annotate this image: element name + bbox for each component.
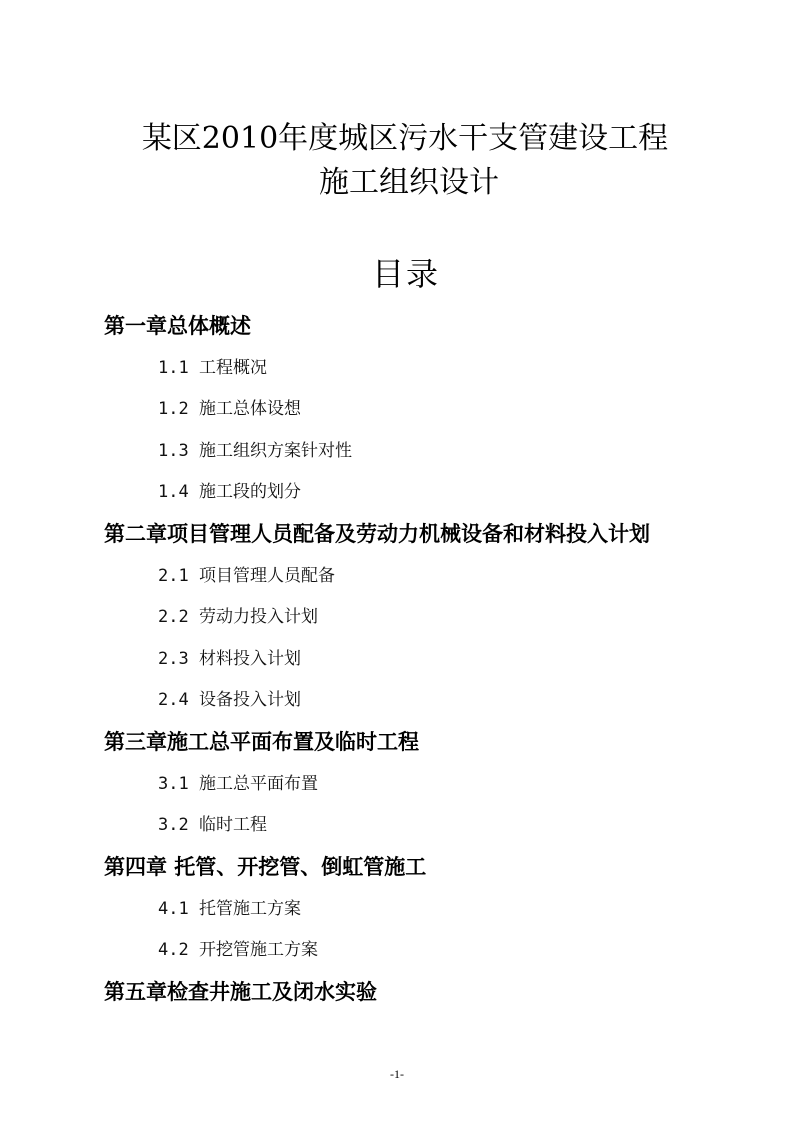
toc-section-2-4: 2.4 设备投入计划 <box>158 690 301 710</box>
toc-section-2-3: 2.3 材料投入计划 <box>158 649 301 669</box>
toc-section-3-1: 3.1 施工总平面布置 <box>158 774 318 794</box>
toc-section-4-1: 4.1 托管施工方案 <box>158 899 301 919</box>
toc-section-1-2: 1.2 施工总体设想 <box>158 399 301 419</box>
document-title-line-1: 某区2010年度城区污水干支管建设工程 <box>141 121 669 156</box>
toc-chapter-1: 第一章总体概述 <box>104 313 251 338</box>
toc-section-2-1: 2.1 项目管理人员配备 <box>158 566 335 586</box>
toc-section-1-4: 1.4 施工段的划分 <box>158 482 301 502</box>
toc-section-1-1: 1.1 工程概况 <box>158 358 267 378</box>
toc-section-3-2: 3.2 临时工程 <box>158 815 267 835</box>
toc-chapter-4: 第四章 托管、开挖管、倒虹管施工 <box>104 854 427 879</box>
document-title-line-2: 施工组织设计 <box>319 165 499 200</box>
toc-chapter-3: 第三章施工总平面布置及临时工程 <box>104 729 419 754</box>
toc-section-4-2: 4.2 开挖管施工方案 <box>158 940 318 960</box>
toc-section-2-2: 2.2 劳动力投入计划 <box>158 607 318 627</box>
toc-chapter-2: 第二章项目管理人员配备及劳动力机械设备和材料投入计划 <box>104 521 650 546</box>
toc-chapter-5: 第五章检查井施工及闭水实验 <box>104 979 377 1004</box>
toc-section-1-3: 1.3 施工组织方案针对性 <box>158 441 352 461</box>
page-number: -1- <box>390 1067 404 1081</box>
toc-heading: 目录 <box>371 255 440 293</box>
